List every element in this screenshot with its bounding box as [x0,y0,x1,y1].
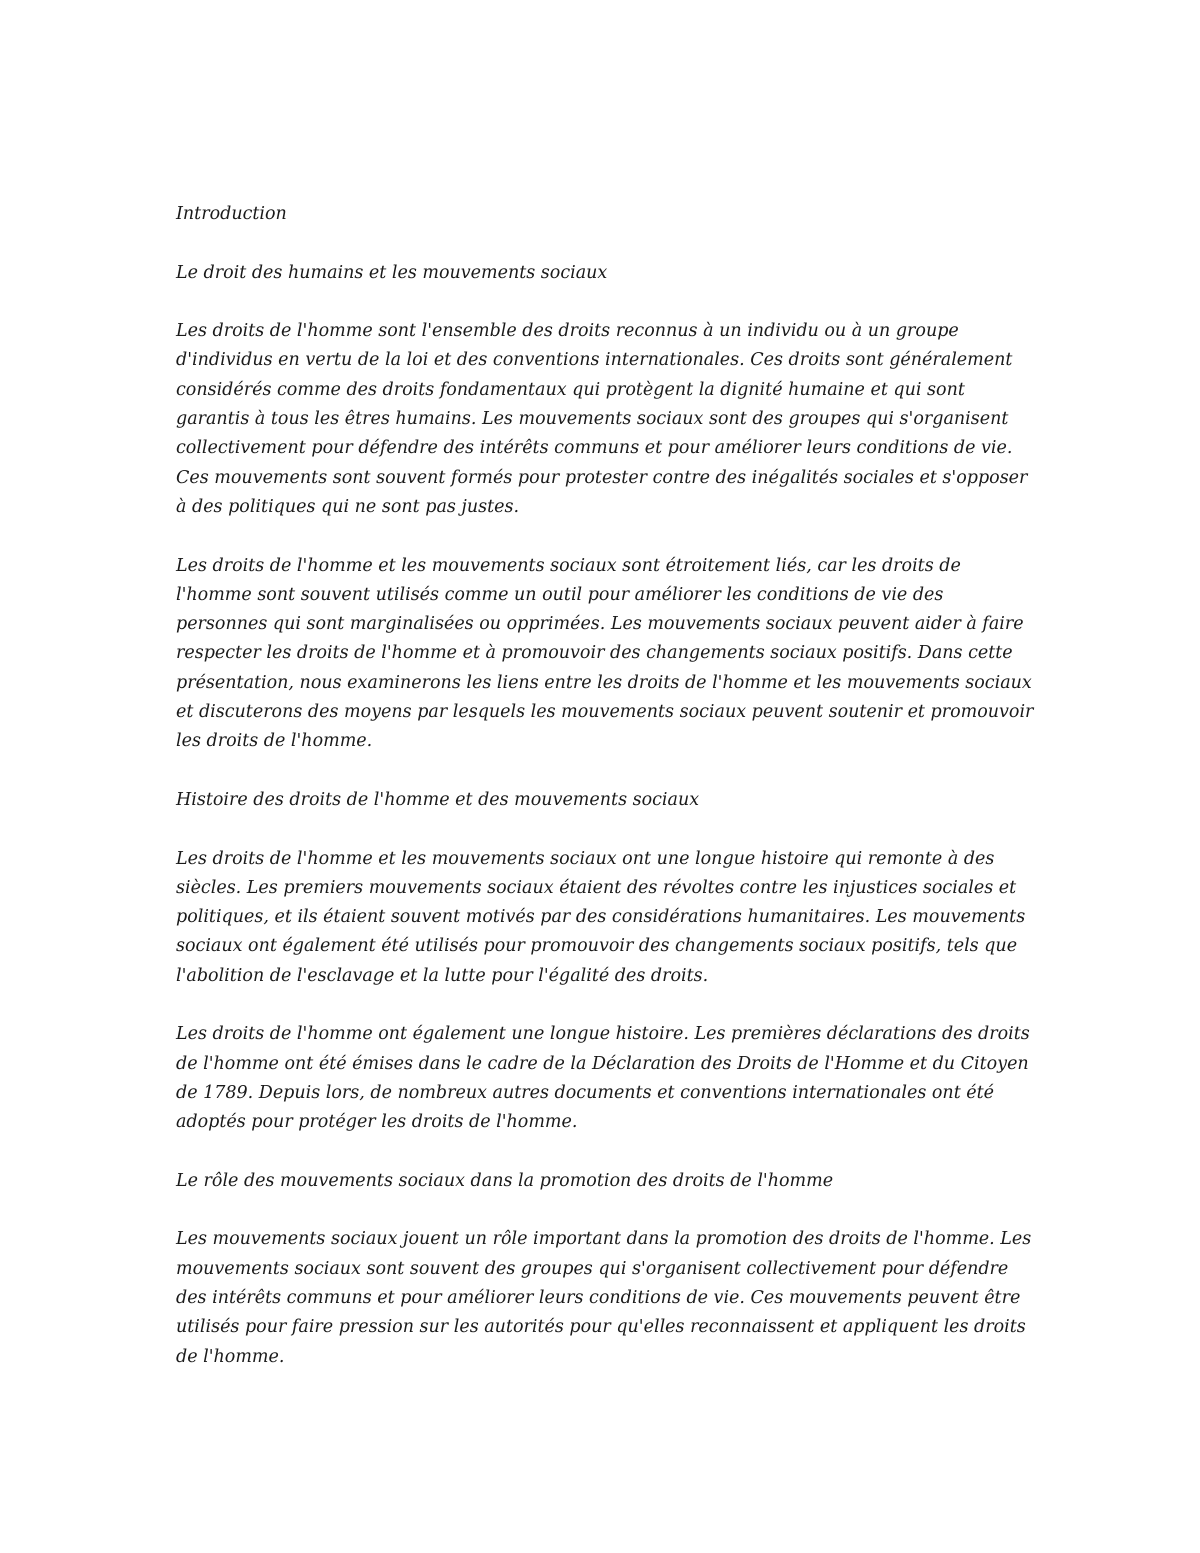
document-page [176,200,1036,1372]
heading-histoire: Histoire des droits de l'homme et des mouvements sociaux [176,789,700,810]
heading-introduction: Introduction [176,204,287,224]
heading-role-mouvements: Le rôle des mouvements sociaux dans la promotion des droits de l'homme [176,1170,834,1191]
heading-droit-humains: Le droit des humains et les mouvements sociaux [176,262,608,283]
paragraph-3: Les droits de l'homme et les mouvements sociaux ont une longue histoire qui remonte à des siècles. Les premiers mouvements sociaux étaient des révoltes contre les injustices sociales et politiques, et ils étaient souvent motivés par des considérations humanitaires. Les mouvements sociaux ont également été utilisés pour promouvoir des changements sociaux positifs, tels que l'abolition de l'esclavage et la lutte pour l'égalité des droits. [176,848,1026,986]
paragraph-5: Les mouvements sociaux jouent un rôle important dans la promotion des droits de l'homme. Les mouvements sociaux sont souvent des groupes qui s'organisent collectivement pour défendre des intérêts communs et pour améliorer leurs conditions de vie. Ces mouvements peuvent être utilisés pour faire pression sur les autorités pour qu'elles reconnaissent et appliquent les droits de l'homme. [176,1229,1032,1367]
paragraph-4: Les droits de l'homme ont également une longue histoire. Les premières déclarations des droits de l'homme ont été émises dans le cadre de la Déclaration des Droits de l'Homme et du Citoyen de 1789. Depuis lors, de nombreux autres documents et conventions internationales ont été adoptés pour protéger les droits de l'homme. [176,1024,1030,1133]
paragraph-2: Les droits de l'homme et les mouvements sociaux sont étroitement liés, car les droits de l'homme sont souvent utilisés comme un outil pour améliorer les conditions de vie des personnes qui sont marginalisées ou opprimées. Les mouvements sociaux peuvent aider à faire respecter les droits de l'homme et à promouvoir des changements sociaux positifs. Dans cette présentation, nous examinerons les liens entre les droits de l'homme et les mouvements sociaux et discuterons des moyens par lesquels les mouvements sociaux peuvent soutenir et promouvoir les droits de l'homme. [176,555,1034,752]
paragraph-1: Les droits de l'homme sont l'ensemble des droits reconnus à un individu ou à un groupe d'individus en vertu de la loi et des conventions internationales. Ces droits sont généralement considérés comme des droits fondamentaux qui protègent la dignité humaine et qui sont garantis à tous les êtres humains. Les mouvements sociaux sont des groupes qui s'organisent collectivement pour défendre des intérêts communs et pour améliorer leurs conditions de vie. Ces mouvements sont souvent formés pour protester contre des inégalités sociales et s'opposer à des politiques qui ne sont pas justes. [176,321,1028,517]
